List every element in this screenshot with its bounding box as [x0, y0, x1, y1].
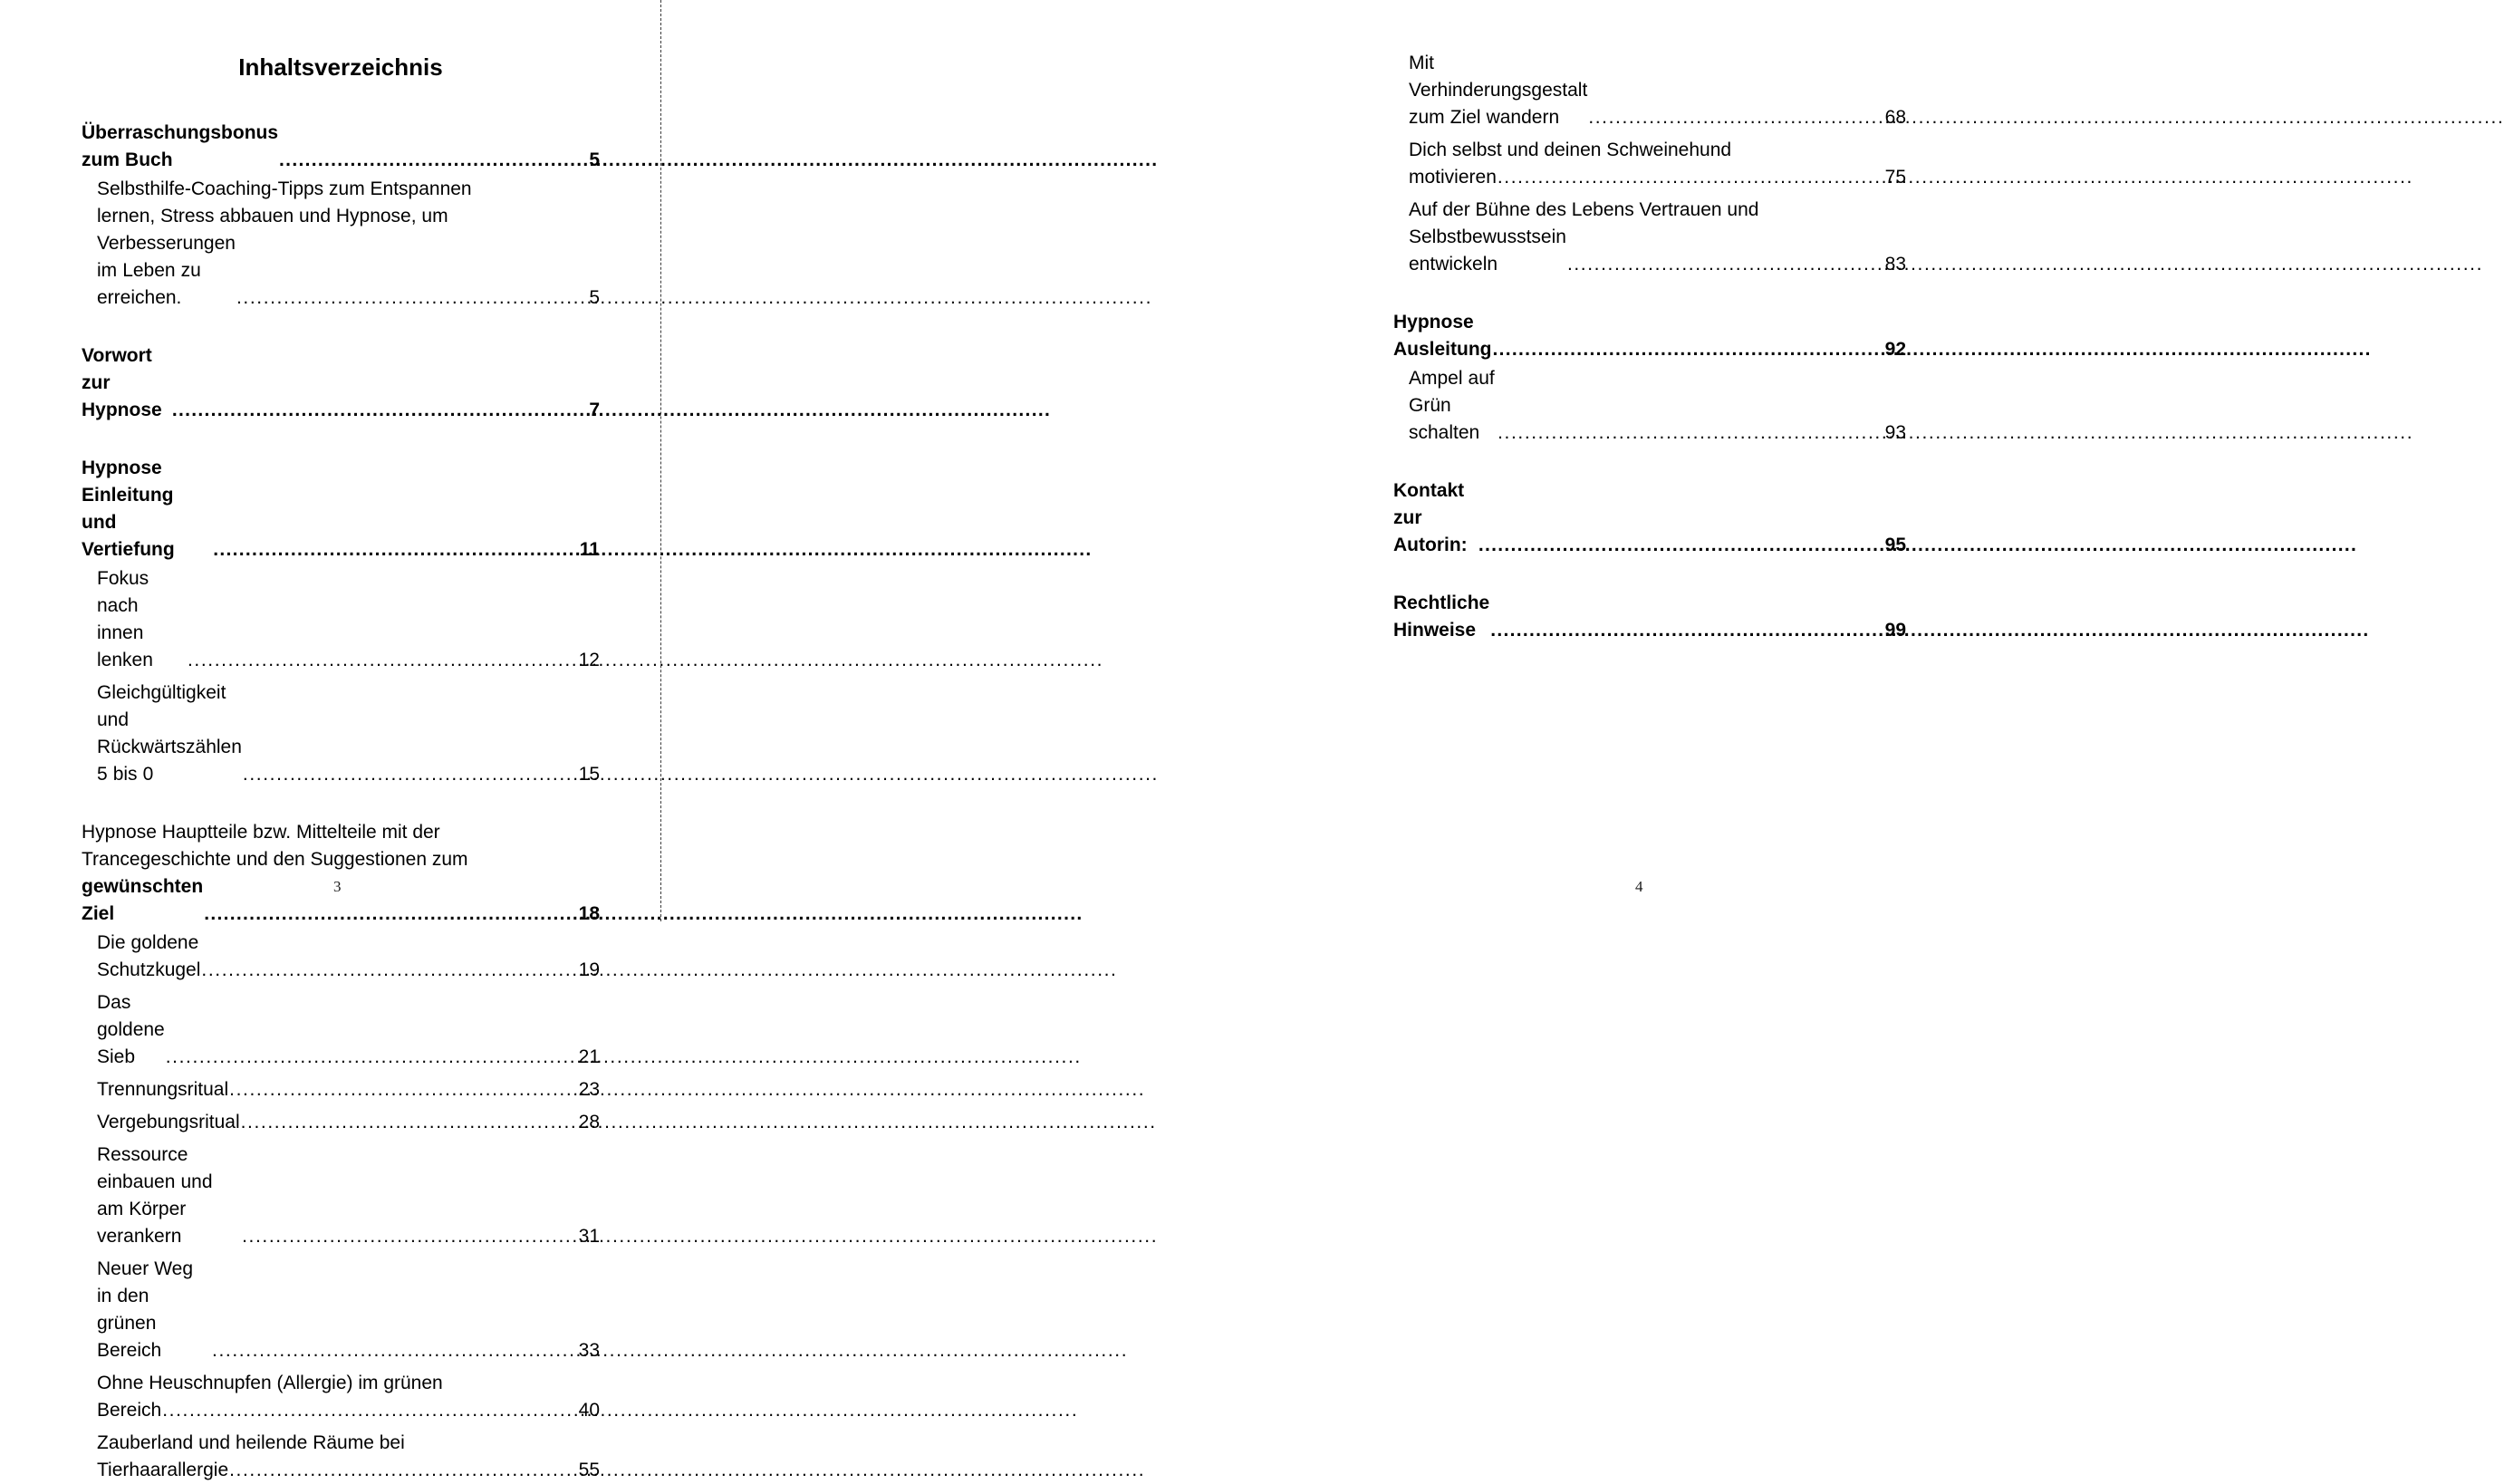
toc-page-number: 28 — [578, 1111, 600, 1132]
section-spacer — [1393, 278, 1906, 309]
toc-leader-dots — [212, 1337, 575, 1364]
toc-leader-dots — [243, 761, 575, 788]
toc-entry-row — [1393, 477, 1906, 559]
folio-page-number: 4 — [1635, 878, 1643, 895]
toc-entry[interactable] — [97, 930, 600, 984]
toc-entry-line: Ohne Heuschnupfen (Allergie) im grünen — [97, 1372, 443, 1393]
toc-entry-row — [97, 930, 600, 984]
toc-page-number: 68 — [1884, 107, 1906, 128]
toc-leader-dots — [166, 1044, 575, 1071]
toc-page-number: 18 — [578, 902, 600, 924]
toc-entry-wrapped-lines — [97, 176, 600, 230]
toc-entry[interactable] — [97, 1256, 600, 1364]
toc-entry-row — [97, 1256, 600, 1364]
toc-entry[interactable] — [97, 176, 600, 312]
toc-page-number: 31 — [578, 1225, 600, 1247]
toc-entry[interactable] — [97, 1370, 600, 1424]
toc-leader-dots — [279, 147, 585, 174]
toc-entry-title: Selbstbewusstsein entwickeln — [1409, 226, 1566, 275]
toc-entry-title: gewünschten Ziel — [82, 875, 204, 924]
toc-leader-dots — [172, 397, 586, 424]
toc-page-number: 19 — [578, 959, 600, 980]
toc-entry[interactable] — [97, 679, 600, 788]
toc-entry-row — [97, 1142, 600, 1250]
toc-entry-wrapped-lines — [1409, 197, 1906, 224]
section-spacer — [82, 424, 600, 455]
toc-leader-dots — [1588, 104, 1881, 131]
toc-entry-title: Tierhaarallergie — [97, 1459, 229, 1480]
toc-entry-title: Vergebungsritual — [97, 1111, 240, 1132]
toc-entry[interactable] — [82, 342, 600, 424]
toc-page-number: 5 — [589, 149, 600, 170]
toc-leader-dots — [188, 647, 575, 674]
toc-entry-row — [97, 230, 600, 312]
toc-entry-line: Selbsthilfe-Coaching-Tipps zum Entspannen — [97, 178, 472, 199]
toc-leader-dots — [201, 957, 574, 984]
page-left — [0, 0, 660, 1480]
toc-entry-title: Neuer Weg in den grünen Bereich — [97, 1258, 194, 1361]
toc-entry-row — [1409, 365, 1906, 447]
toc-entry-row — [97, 1397, 600, 1424]
toc-leader-dots — [1490, 617, 1881, 644]
toc-page-number: 15 — [578, 763, 600, 785]
toc-entry-row — [1409, 50, 1906, 131]
toc-entry-wrapped-lines — [82, 819, 600, 873]
toc-entry-row — [1409, 164, 1906, 191]
toc-leader-dots — [229, 1076, 575, 1103]
toc-entry[interactable] — [97, 1109, 600, 1136]
toc-page-number: 5 — [589, 286, 600, 308]
toc-entry-row — [1393, 590, 1906, 644]
toc-leader-dots — [242, 1223, 575, 1250]
toc-entry-title: Überraschungsbonus zum Buch — [82, 121, 279, 170]
toc-entry[interactable] — [97, 1430, 600, 1484]
toc-page-number: 99 — [1884, 620, 1906, 641]
toc-entry-row — [1393, 309, 1906, 363]
toc-entry[interactable] — [1409, 137, 1906, 191]
toc-entry-line: lernen, Stress abbauen und Hypnose, um — [97, 205, 448, 226]
toc-entry-line: Trancegeschichte und den Suggestionen zum — [82, 848, 468, 870]
toc-leader-dots — [1478, 532, 1882, 559]
toc-page-number: 40 — [578, 1399, 600, 1421]
toc-entry[interactable] — [1393, 477, 1906, 559]
toc-entry[interactable] — [1393, 309, 1906, 363]
toc-entry-line: Dich selbst und deinen Schweinehund — [1409, 140, 1732, 160]
toc-entry-line: Zauberland und heilende Räume bei — [97, 1431, 405, 1453]
toc-entry[interactable] — [1409, 365, 1906, 447]
toc-leader-dots — [1567, 251, 1882, 278]
toc-leader-dots — [229, 1457, 575, 1484]
toc-entry-title: Hypnose Ausleitung — [1393, 312, 1492, 360]
toc-page-number: 95 — [1884, 535, 1906, 555]
toc-entry-title: Gleichgültigkeit und Rückwärtszählen 5 bis 0 — [97, 681, 242, 785]
toc-entry[interactable] — [97, 1076, 600, 1103]
toc-entry-line: Hypnose Hauptteile bzw. Mittelteile mit der — [82, 821, 440, 843]
section-spacer — [82, 788, 600, 819]
toc-entry[interactable] — [97, 1142, 600, 1250]
toc-leader-dots — [204, 901, 574, 928]
toc-entry-wrapped-lines — [97, 1370, 600, 1397]
page-right — [661, 0, 1906, 921]
toc-entry-title: Bereich — [97, 1399, 162, 1421]
toc-entry-title: Trennungsritual — [97, 1078, 229, 1100]
toc-entry-title: Kontakt zur Autorin: — [1393, 480, 1468, 555]
toc-entry-title: Die goldene Schutzkugel — [97, 931, 201, 980]
toc-entry[interactable] — [82, 455, 600, 564]
toc-page-number: 93 — [1884, 422, 1906, 443]
toc-entry[interactable] — [1393, 590, 1906, 644]
toc-entry-title: Fokus nach innen lenken — [97, 567, 153, 670]
toc-page-number: 55 — [578, 1459, 600, 1480]
toc-column-right — [1393, 50, 1906, 644]
toc-column-left — [82, 54, 600, 1484]
toc-page-number: 83 — [1884, 254, 1906, 275]
toc-entry-title: Vorwort zur Hypnose — [82, 344, 162, 420]
toc-entry-row — [82, 342, 600, 424]
toc-entry[interactable] — [1409, 197, 1906, 278]
toc-page-number: 12 — [578, 649, 600, 670]
toc-leader-dots — [213, 536, 576, 564]
toc-entry-wrapped-lines — [97, 1430, 600, 1457]
page-title: Inhaltsverzeichnis — [238, 53, 443, 81]
toc-entry[interactable] — [82, 819, 600, 928]
toc-entry-row — [97, 989, 600, 1071]
toc-entry-wrapped-lines — [1409, 137, 1906, 164]
toc-entry[interactable] — [1409, 50, 1906, 131]
toc-entry-title: Ampel auf Grün schalten — [1409, 368, 1495, 443]
toc-entry-row — [97, 1076, 600, 1103]
toc-entry-row — [97, 1457, 600, 1484]
toc-leader-dots — [1498, 164, 1882, 191]
toc-entry-title: Verbesserungen im Leben zu erreichen. — [97, 232, 236, 308]
toc-entry[interactable] — [82, 120, 600, 174]
toc-entry-row — [97, 565, 600, 674]
toc-entry-title: Das goldene Sieb — [97, 991, 165, 1067]
toc-leader-dots — [236, 284, 585, 312]
toc-page-number: 11 — [579, 538, 600, 560]
toc-entry-title: Mit Verhinderungsgestalt zum Ziel wandern — [1409, 53, 1588, 128]
toc-page-number: 7 — [589, 399, 600, 420]
toc-entry-title: Ressource einbauen und am Körper verankern — [97, 1143, 213, 1247]
toc-page-number: 75 — [1884, 167, 1906, 188]
toc-page-number: 21 — [578, 1046, 600, 1067]
toc-entry-row — [1409, 224, 1906, 278]
toc-entry[interactable] — [97, 565, 600, 674]
toc-entry-title: Rechtliche Hinweise — [1393, 593, 1490, 641]
toc-page-number: 92 — [1884, 339, 1906, 360]
toc-entry[interactable] — [97, 989, 600, 1071]
toc-page-number: 33 — [578, 1339, 600, 1361]
toc-leader-dots — [162, 1397, 574, 1424]
toc-entry-title: motivieren — [1409, 167, 1497, 188]
toc-page-number: 23 — [578, 1078, 600, 1100]
section-spacer — [1393, 559, 1906, 590]
toc-entry-line: Auf der Bühne des Lebens Vertrauen und — [1409, 199, 1759, 220]
folio-page-number: 3 — [333, 878, 342, 895]
toc-entry-list-left — [82, 120, 600, 1484]
toc-entry-row — [97, 1109, 600, 1136]
toc-entry-row — [82, 455, 600, 564]
toc-leader-dots — [241, 1109, 575, 1136]
toc-entry-title: Hypnose Einleitung und Vertiefung — [82, 457, 175, 560]
section-spacer — [1393, 447, 1906, 477]
toc-entry-list-right — [1393, 50, 1906, 644]
section-spacer — [82, 312, 600, 342]
toc-leader-dots — [1493, 336, 1882, 363]
toc-entry-row — [82, 120, 600, 174]
toc-entry-row — [97, 679, 600, 788]
toc-leader-dots — [1498, 419, 1882, 447]
